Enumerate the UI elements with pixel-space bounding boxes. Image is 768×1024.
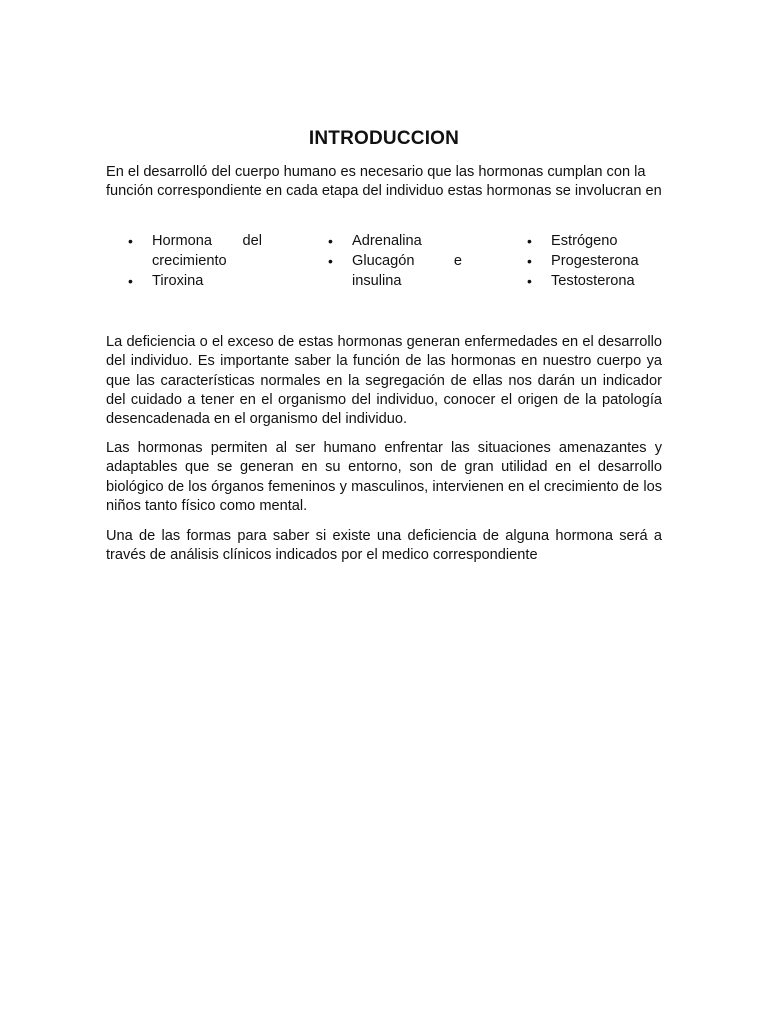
body-paragraph: La deficiencia o el exceso de estas hormonas generan enfermedades en el desarrollo del individuo. Es importante saber la función de las hormonas en nuestro cuerpo ya que las características normales en la segregación de ellas nos darán un indicador del cuidado a tener en el organismo del individuo, conocer el origen de la patología desencadenada en el organismo del individuo.: [106, 334, 662, 428]
body-paragraph: Las hormonas permiten al ser humano enfrentar las situaciones amenazantes y adaptables que se generan en su entorno, son de gran utilidad en el desarrollo biológico de los órganos femeninos y masculinos, intervienen en el crecimiento de los niños tanto físico como mental.: [106, 440, 662, 514]
hormone-column-3: [527, 231, 661, 291]
list-item-text: crecimiento: [152, 253, 227, 269]
hormone-column-2: [328, 231, 462, 291]
list-item-text: insulina: [352, 273, 402, 289]
hormone-column-1: [128, 231, 262, 291]
list-item: • Progesterona: [527, 251, 661, 271]
list-item: [128, 231, 262, 271]
list-item: • Estrógeno: [527, 231, 661, 251]
intro-paragraph: En el desarrolló del cuerpo humano es necesario que las hormonas cumplan con la función correspondiente en cada etapa del individuo estas hormonas se involucran en: [106, 164, 662, 200]
hormone-list: [106, 231, 662, 301]
list-item: • Adrenalina: [328, 231, 462, 251]
list-item-text: e: [453, 253, 462, 269]
list-item: • Testosterona: [527, 271, 661, 291]
list-item: [328, 251, 462, 291]
list-item-text: • Glucagón: [352, 253, 415, 269]
page-title: INTRODUCCION: [308, 128, 460, 149]
body-paragraph: Una de las formas para saber si existe una deficiencia de alguna hormona será a través de análisis clínicos indicados por el medico correspondiente: [106, 528, 662, 564]
list-item-text: del: [242, 233, 262, 249]
list-item: • Tiroxina: [128, 271, 262, 291]
list-item-text: • Hormona: [152, 233, 213, 249]
